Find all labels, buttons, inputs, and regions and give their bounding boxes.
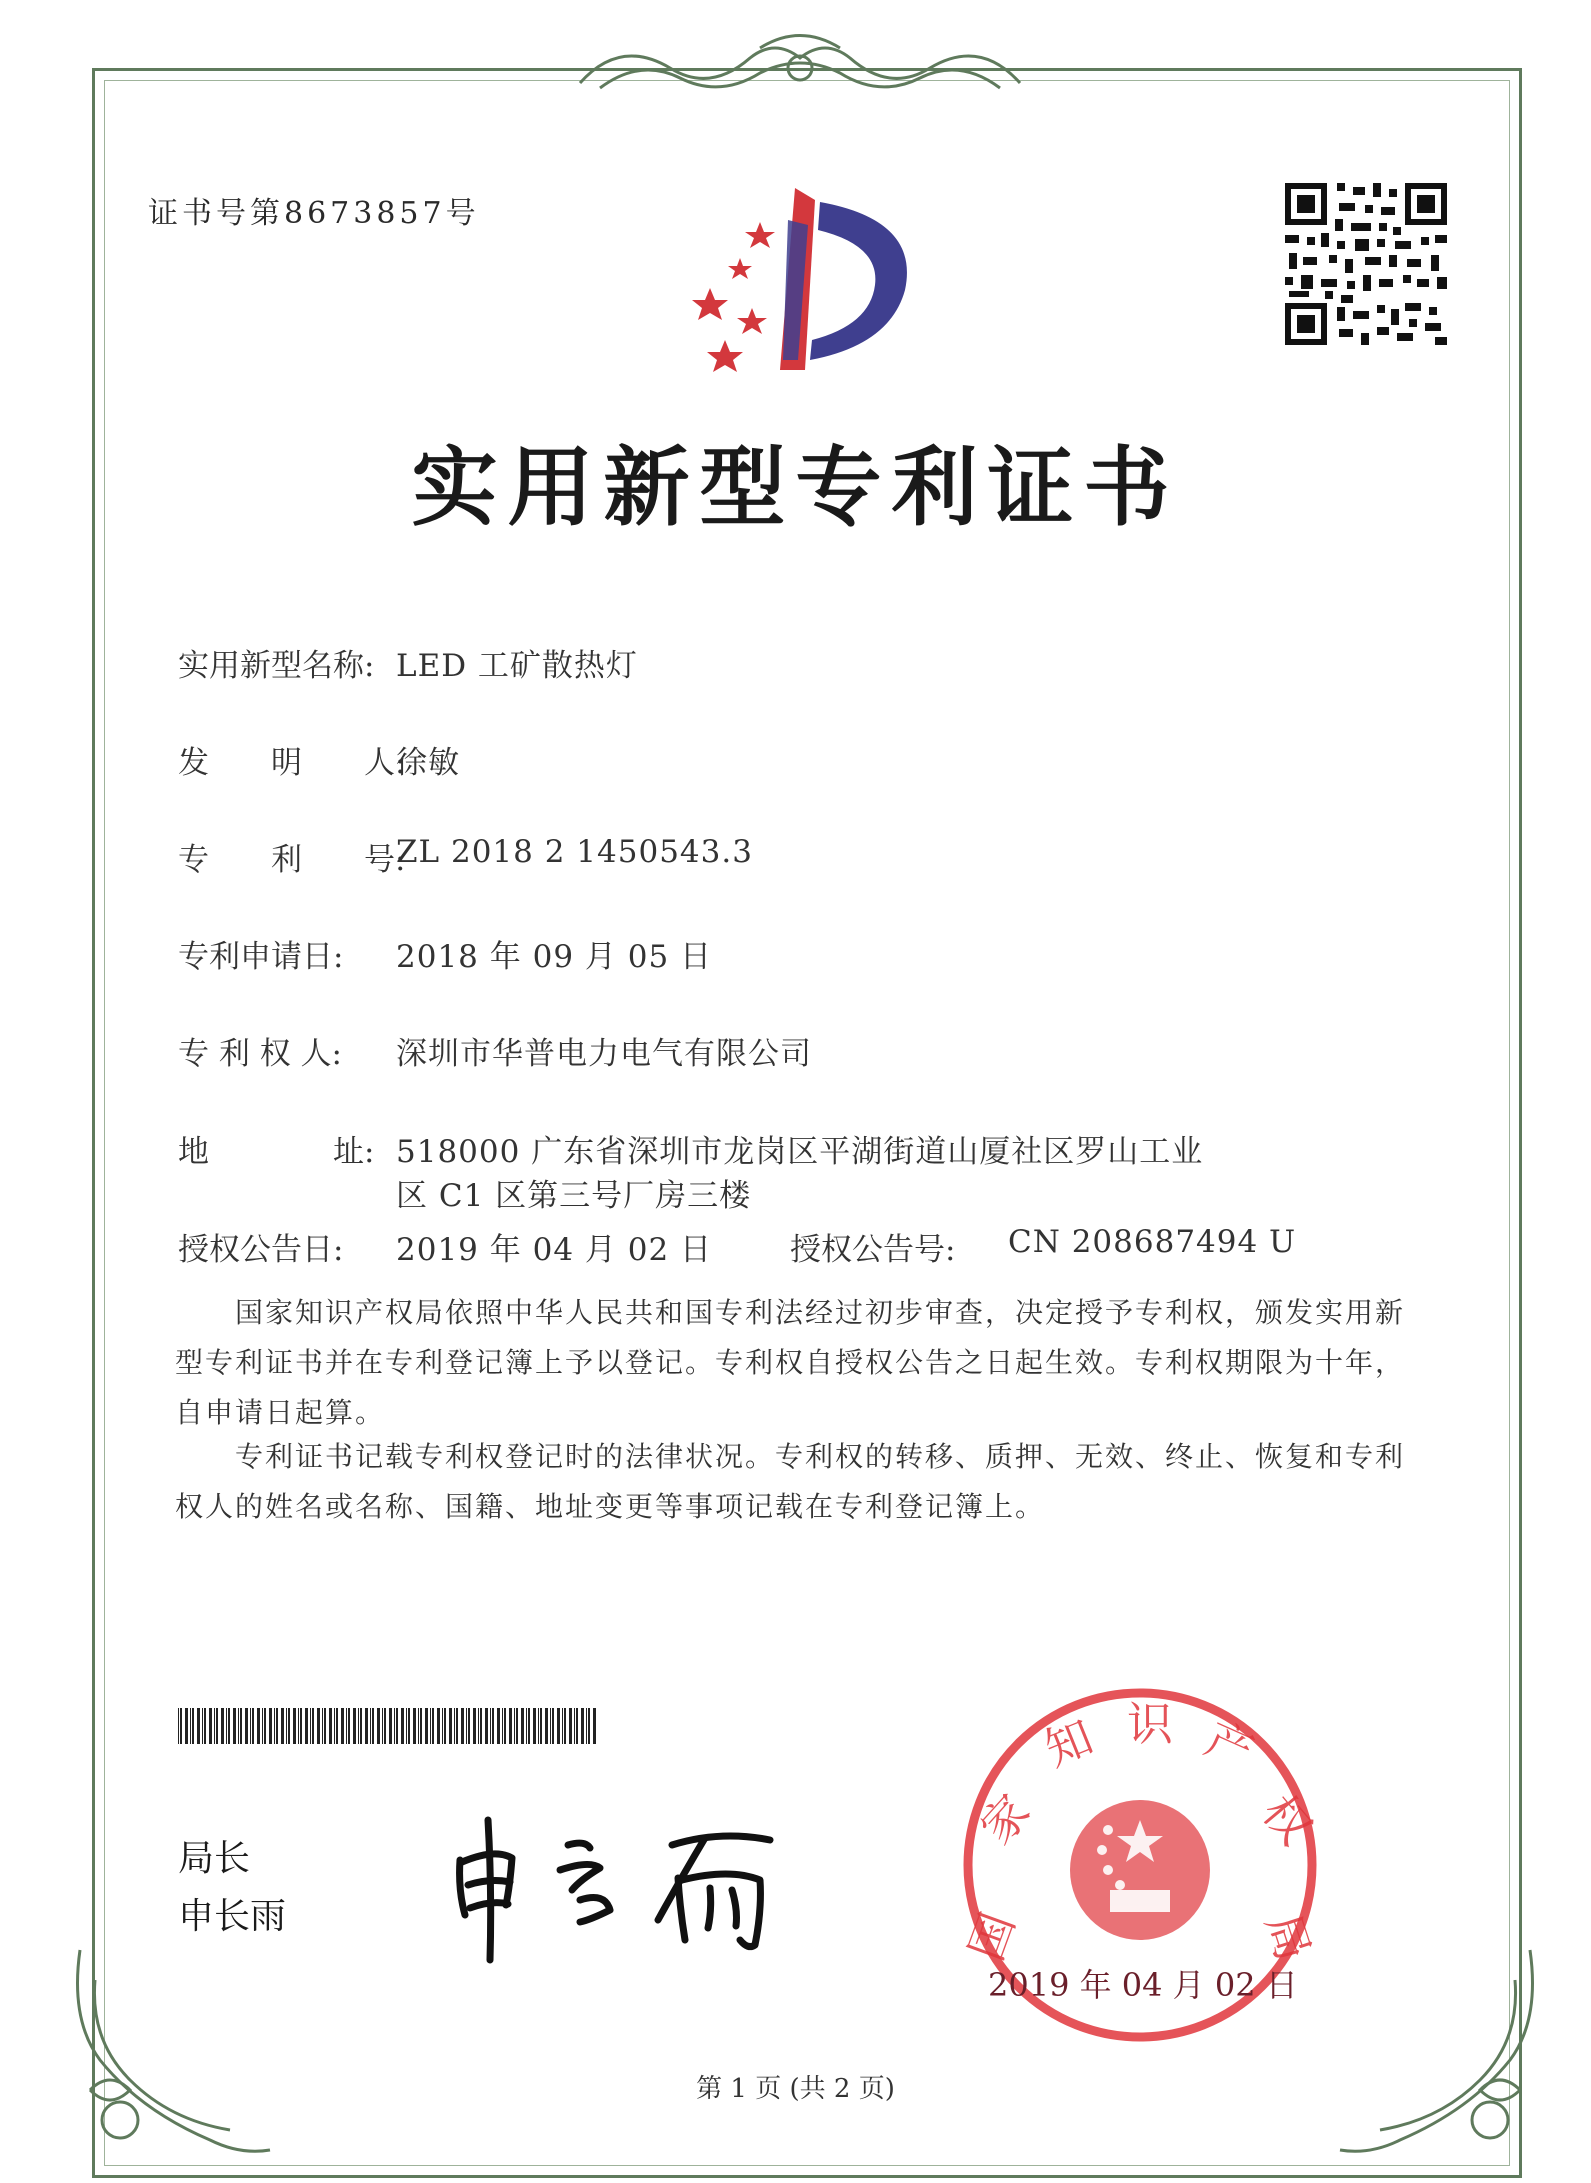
- barcode-bar: [526, 1708, 527, 1744]
- barcode-bar: [574, 1708, 575, 1744]
- barcode-bar: [293, 1708, 296, 1744]
- barcode-bar: [449, 1708, 452, 1744]
- barcode-bar: [257, 1708, 260, 1744]
- barcode-bar: [413, 1708, 416, 1744]
- barcode-bar: [384, 1708, 386, 1744]
- barcode-bar: [418, 1708, 419, 1744]
- barcode-bar: [444, 1708, 446, 1744]
- barcode-bar: [533, 1708, 536, 1744]
- barcode-bar: [334, 1708, 335, 1744]
- barcode-bar: [197, 1708, 200, 1744]
- barcode-bar: [300, 1708, 302, 1744]
- barcode-bar: [370, 1708, 371, 1744]
- barcode-bar: [437, 1708, 440, 1744]
- barcode-bar: [466, 1708, 467, 1744]
- barcode-bar: [276, 1708, 278, 1744]
- director-title: 局长: [178, 1838, 251, 1879]
- inventor-value: 徐敏: [396, 745, 460, 781]
- director-name: 申长雨: [178, 1896, 287, 1937]
- barcode-bar: [420, 1708, 422, 1744]
- barcode-bar: [228, 1708, 230, 1744]
- barcode-bar: [329, 1708, 332, 1744]
- patent-number-label: 专 利 号:: [178, 842, 406, 878]
- barcode-bar: [502, 1708, 503, 1744]
- barcode-bar: [365, 1708, 368, 1744]
- barcode-bar: [346, 1708, 347, 1744]
- address-value-line2: 区 C1 区第三号厂房三楼: [396, 1178, 752, 1214]
- barcode-bar: [509, 1708, 512, 1744]
- barcode-bar: [569, 1708, 572, 1744]
- inventor-label: 发 明 人:: [178, 745, 406, 781]
- barcode-bar: [382, 1708, 383, 1744]
- barcode-bar: [221, 1708, 224, 1744]
- barcode-bar: [545, 1708, 548, 1744]
- barcode-bar: [377, 1708, 380, 1744]
- legal-paragraph-2: 专利证书记载专利权登记时的法律状况。专利权的转移、质押、无效、终止、恢复和专利权人的姓名或名称、国籍、地址变更等事项记载在专利登记簿上。: [175, 1440, 1406, 1523]
- barcode-bar: [562, 1708, 563, 1744]
- utility-model-name-label: 实用新型名称:: [178, 648, 375, 684]
- barcode-bar: [204, 1708, 206, 1744]
- barcode-bar: [262, 1708, 263, 1744]
- barcode-bar: [528, 1708, 530, 1744]
- patentee-value: 深圳市华普电力电气有限公司: [396, 1036, 812, 1072]
- barcode-bar: [348, 1708, 350, 1744]
- barcode-bar: [178, 1708, 179, 1744]
- barcode-bar: [312, 1708, 314, 1744]
- address-label: 地 址:: [178, 1134, 375, 1170]
- seal-char-1: 国: [958, 1905, 1026, 1968]
- certificate-title: 实用新型专利证书: [411, 438, 1180, 538]
- barcode-bar: [564, 1708, 566, 1744]
- barcode-bar: [425, 1708, 428, 1744]
- barcode-bar: [250, 1708, 251, 1744]
- barcode-bar: [372, 1708, 374, 1744]
- barcode-bar: [473, 1708, 476, 1744]
- application-date-value: 2018 年 09 月 05 日: [396, 939, 713, 975]
- barcode-bar: [408, 1708, 410, 1744]
- utility-model-name-value: LED 工矿散热灯: [396, 648, 638, 684]
- barcode-bar: [322, 1708, 323, 1744]
- barcode-bar: [492, 1708, 494, 1744]
- barcode-bar: [298, 1708, 299, 1744]
- barcode-bar: [305, 1708, 308, 1744]
- director-signature-icon: [440, 1800, 820, 1970]
- barcode-bar: [252, 1708, 254, 1744]
- barcode-bar: [269, 1708, 272, 1744]
- seal-char-7: 局: [1255, 1906, 1322, 1968]
- barcode-icon: [178, 1708, 598, 1744]
- barcode-bar: [288, 1708, 290, 1744]
- barcode-bar: [514, 1708, 515, 1744]
- seal-char-3: 知: [1037, 1709, 1101, 1777]
- barcode-bar: [454, 1708, 455, 1744]
- barcode-bar: [358, 1708, 359, 1744]
- announcement-date-label: 授权公告日:: [178, 1232, 344, 1268]
- announcement-number-value: CN 208687494 U: [1008, 1224, 1297, 1260]
- patentee-label: 专 利 权 人:: [178, 1036, 343, 1072]
- barcode-bar: [202, 1708, 203, 1744]
- barcode-bar: [552, 1708, 554, 1744]
- barcode-bar: [209, 1708, 212, 1744]
- barcode-bar: [521, 1708, 524, 1744]
- patent-number-value: ZL 2018 2 1450543.3: [396, 834, 753, 870]
- barcode-bar: [233, 1708, 236, 1744]
- barcode-bar: [516, 1708, 518, 1744]
- legal-paragraph-1: 国家知识产权局依照中华人民共和国专利法经过初步审查，决定授予专利权，颁发实用新型专利证书并在专利登记簿上予以登记。专利权自授权公告之日起生效。专利权期限为十年，自申请日起算。: [175, 1296, 1406, 1429]
- barcode-bar: [480, 1708, 482, 1744]
- barcode-bar: [478, 1708, 479, 1744]
- bottom-right-ornament-icon: [1330, 1940, 1550, 2180]
- page-number: 第 1 页 (共 2 页): [696, 2074, 895, 2104]
- barcode-bar: [274, 1708, 275, 1744]
- announcement-number-label: 授权公告号:: [790, 1232, 956, 1268]
- barcode-bar: [557, 1708, 560, 1744]
- barcode-bar: [281, 1708, 284, 1744]
- barcode-bar: [341, 1708, 344, 1744]
- barcode-bar: [540, 1708, 542, 1744]
- seal-char-2: 家: [969, 1784, 1041, 1855]
- barcode-bar: [192, 1708, 194, 1744]
- certificate-number: 证书号第8673857号: [148, 196, 480, 231]
- barcode-bar: [490, 1708, 491, 1744]
- seal-char-4: 识: [1127, 1697, 1173, 1751]
- barcode-bar: [588, 1708, 590, 1744]
- address-value-line1: 518000 广东省深圳市龙岗区平湖街道山厦社区罗山工业: [396, 1134, 1204, 1170]
- barcode-bar: [396, 1708, 398, 1744]
- barcode-bar: [240, 1708, 242, 1744]
- patent-office-logo-icon: [680, 180, 930, 380]
- barcode-bar: [394, 1708, 395, 1744]
- seal-date: 2019 年 04 月 02 日: [988, 1966, 1298, 2004]
- seal-char-6: 权: [1251, 1784, 1323, 1855]
- barcode-bar: [401, 1708, 404, 1744]
- barcode-bar: [550, 1708, 551, 1744]
- barcode-bar: [389, 1708, 392, 1744]
- barcode-bar: [180, 1708, 182, 1744]
- barcode-bar: [432, 1708, 434, 1744]
- barcode-bar: [286, 1708, 287, 1744]
- barcode-bar: [336, 1708, 338, 1744]
- barcode-bar: [468, 1708, 470, 1744]
- top-ornament-icon: [560, 28, 1040, 108]
- barcode-bar: [324, 1708, 326, 1744]
- barcode-bar: [538, 1708, 539, 1744]
- barcode-bar: [586, 1708, 587, 1744]
- barcode-bar: [317, 1708, 320, 1744]
- barcode-bar: [430, 1708, 431, 1744]
- barcode-bar: [214, 1708, 215, 1744]
- barcode-bar: [238, 1708, 239, 1744]
- barcode-bar: [456, 1708, 458, 1744]
- barcode-bar: [190, 1708, 191, 1744]
- barcode-bar: [264, 1708, 266, 1744]
- qr-code-icon: [1285, 183, 1447, 345]
- barcode-bar: [216, 1708, 218, 1744]
- barcode-bar: [504, 1708, 506, 1744]
- barcode-bar: [353, 1708, 356, 1744]
- barcode-bar: [576, 1708, 578, 1744]
- application-date-label: 专利申请日:: [178, 939, 344, 975]
- barcode-bar: [485, 1708, 488, 1744]
- bottom-left-ornament-icon: [60, 1940, 280, 2180]
- barcode-bar: [593, 1708, 596, 1744]
- seal-char-5: 产: [1197, 1711, 1262, 1780]
- barcode-bar: [406, 1708, 407, 1744]
- barcode-bar: [497, 1708, 500, 1744]
- barcode-bar: [245, 1708, 248, 1744]
- barcode-bar: [461, 1708, 464, 1744]
- barcode-bar: [442, 1708, 443, 1744]
- barcode-bar: [310, 1708, 311, 1744]
- barcode-bar: [185, 1708, 188, 1744]
- barcode-bar: [360, 1708, 362, 1744]
- barcode-bar: [226, 1708, 227, 1744]
- announcement-date-value: 2019 年 04 月 02 日: [396, 1232, 713, 1268]
- barcode-bar: [581, 1708, 584, 1744]
